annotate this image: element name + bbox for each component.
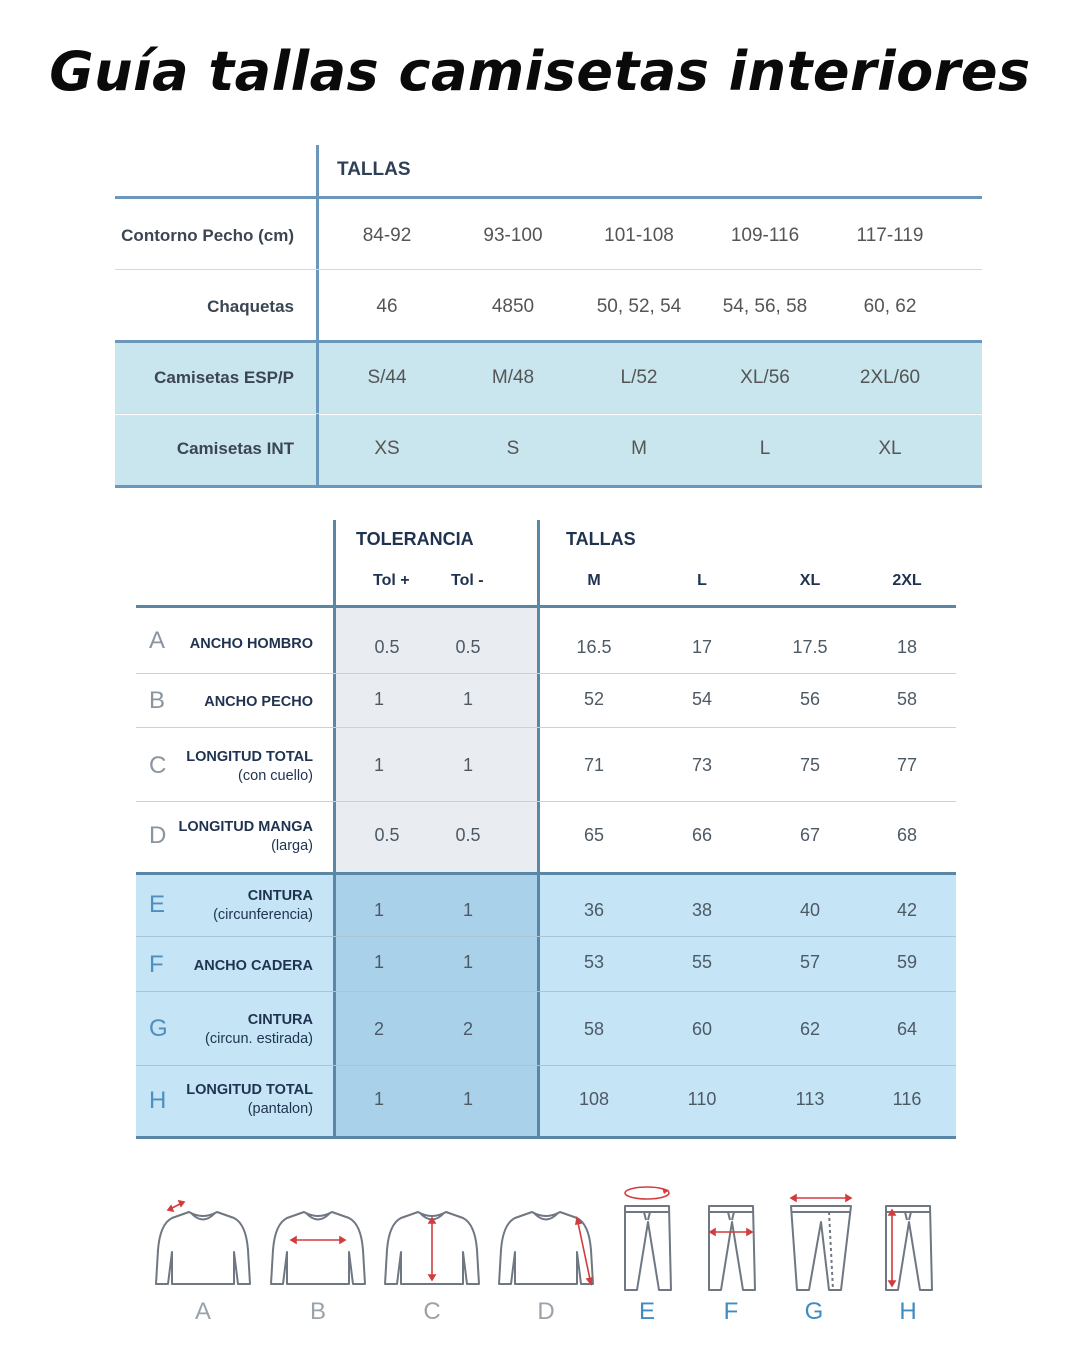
measurement-row: [136, 608, 956, 673]
row-letter: G: [149, 1015, 168, 1042]
shirt-shoulder-icon: [154, 1180, 252, 1292]
row-label-main: LONGITUD MANGA: [178, 819, 313, 835]
icon-label: D: [537, 1298, 555, 1325]
row-label-sub: (circunferencia): [213, 907, 313, 923]
tol-minus-cell: 1: [462, 1089, 473, 1109]
row-letter: F: [149, 951, 164, 978]
row-label-sub: (circun. estirada): [205, 1031, 313, 1047]
cell: 67: [799, 825, 821, 845]
tol-plus-cell: 0.5: [374, 637, 400, 657]
tol-plus-cell: 0.5: [374, 825, 400, 845]
cell: 46: [376, 296, 398, 317]
cell: 40: [799, 900, 821, 920]
row-label: Camisetas ESP/P: [154, 368, 294, 387]
tol-minus-cell: 2: [462, 1019, 473, 1039]
size-table-row: [115, 343, 982, 413]
tol-minus-cell: 1: [462, 689, 473, 709]
cell: 60, 62: [863, 296, 917, 317]
cell: 75: [799, 755, 821, 775]
size-table-row: [115, 414, 982, 484]
cell: 116: [892, 1089, 922, 1109]
cell: 66: [691, 825, 713, 845]
cell: 42: [896, 900, 918, 920]
size-table-row: [115, 201, 982, 271]
row-label: [194, 957, 313, 976]
pants-length-icon: [879, 1180, 939, 1292]
size-header-label: M: [587, 572, 601, 589]
measurement-row: [136, 992, 956, 1065]
icon-label: H: [899, 1298, 917, 1325]
size-header-label: 2XL: [892, 572, 922, 589]
row-label-main: LONGITUD TOTAL: [186, 749, 313, 765]
pants-hip-icon: [702, 1180, 762, 1292]
row-label-sub: (larga): [271, 838, 313, 854]
row-label: [190, 635, 313, 654]
row-letter: H: [149, 1087, 167, 1114]
page-title: Guía tallas camisetas interiores: [49, 40, 1031, 103]
cell: XS: [374, 438, 400, 459]
icon-label: C: [423, 1298, 441, 1325]
measurement-row: [136, 728, 956, 801]
size-header-label: XL: [799, 572, 821, 589]
tol-plus-cell: 1: [373, 952, 384, 972]
shirt-length-icon: [383, 1180, 481, 1292]
row-label-sub: (con cuello): [238, 768, 313, 784]
cell: 110: [687, 1089, 717, 1109]
tol-minus-cell: 1: [462, 900, 473, 920]
cell: XL: [878, 438, 902, 459]
cell: M: [631, 438, 647, 459]
row-label-main: ANCHO HOMBRO: [189, 636, 313, 652]
cell: S/44: [367, 367, 407, 388]
row-letter: A: [149, 627, 166, 654]
row-label: [213, 887, 313, 925]
row-label-main: ANCHO PECHO: [204, 694, 313, 710]
shirt-sleeve-icon: [497, 1180, 595, 1292]
measurement-icons: [140, 1180, 960, 1330]
tallas-header: TALLAS: [337, 159, 411, 180]
icon-label: E: [638, 1298, 655, 1325]
cell: 68: [896, 825, 918, 845]
cell: L/52: [620, 367, 658, 388]
row-label: [205, 1011, 313, 1049]
size-header-label: L: [697, 572, 707, 589]
cell: 4850: [491, 296, 535, 317]
tol-plus-header: Tol +: [373, 572, 410, 589]
icon-label: F: [723, 1298, 739, 1325]
row-letter: E: [149, 891, 166, 918]
divider: [115, 485, 982, 488]
measurement-row: [136, 1066, 956, 1136]
shirt-chest-icon: [269, 1180, 367, 1292]
pants-stretched-waist-icon: [785, 1180, 857, 1292]
tol-minus-cell: 0.5: [455, 637, 481, 657]
cell: 60: [691, 1019, 713, 1039]
cell: S: [506, 438, 520, 459]
cell: 54, 56, 58: [722, 296, 808, 317]
measurement-row: [136, 674, 956, 727]
row-label: [186, 748, 313, 786]
cell: 64: [896, 1019, 918, 1039]
cell: 113: [795, 1089, 825, 1109]
tol-plus-cell: 1: [373, 1089, 384, 1109]
cell: 93-100: [483, 225, 543, 246]
cell: 101-108: [604, 225, 674, 246]
measurement-row: [136, 875, 956, 936]
cell: 17.5: [792, 637, 828, 657]
cell: 77: [896, 755, 918, 775]
divider: [136, 1136, 956, 1139]
cell: M/48: [491, 367, 535, 388]
cell: 38: [691, 900, 713, 920]
row-label: Chaquetas: [207, 297, 294, 316]
divider: [115, 196, 982, 199]
cell: 18: [896, 637, 918, 657]
icon-label: B: [309, 1298, 326, 1325]
row-label: Contorno Pecho (cm): [121, 226, 294, 245]
measurement-table: [136, 520, 956, 1140]
row-label: [178, 818, 313, 856]
row-letter: C: [149, 752, 167, 779]
cell: 73: [691, 755, 713, 775]
icon-label: G: [804, 1298, 824, 1325]
cell: 56: [799, 689, 821, 709]
cell: 53: [583, 952, 605, 972]
cell: 50, 52, 54: [596, 296, 682, 317]
row-label-main: CINTURA: [247, 888, 313, 904]
row-letter: D: [149, 822, 167, 849]
tol-plus-cell: 1: [373, 689, 384, 709]
row-label-main: ANCHO CADERA: [193, 958, 313, 974]
row-label: [186, 1081, 313, 1119]
row-label: [204, 693, 313, 712]
icon-label: A: [194, 1298, 211, 1325]
cell: XL/56: [740, 367, 790, 388]
cell: 54: [691, 689, 713, 709]
cell: 58: [583, 1019, 605, 1039]
size-table-row: [115, 272, 982, 342]
tol-minus-cell: 1: [462, 755, 473, 775]
tol-minus-header: Tol -: [451, 572, 484, 589]
cell: 36: [583, 900, 605, 920]
tallas-header: TALLAS: [566, 529, 636, 549]
cell: 84-92: [362, 225, 412, 246]
cell: 71: [583, 755, 605, 775]
measurement-row: [136, 937, 956, 991]
tol-plus-cell: 2: [373, 1019, 384, 1039]
cell: 55: [691, 952, 713, 972]
cell: 16.5: [576, 637, 612, 657]
row-label-sub: (pantalon): [247, 1101, 313, 1117]
tol-minus-cell: 1: [462, 952, 473, 972]
cell: 117-119: [856, 225, 924, 246]
cell: 57: [799, 952, 821, 972]
cell: 2XL/60: [859, 367, 921, 388]
cell: 109-116: [730, 225, 800, 246]
row-label-main: CINTURA: [247, 1012, 313, 1028]
cell: 58: [896, 689, 918, 709]
measurement-row: [136, 802, 956, 872]
cell: 52: [583, 689, 605, 709]
tol-plus-cell: 1: [373, 755, 384, 775]
tolerancia-header: TOLERANCIA: [356, 529, 474, 549]
cell: 17: [691, 637, 713, 657]
pants-waist-circumference-icon: [618, 1180, 678, 1292]
cell: 108: [578, 1089, 610, 1109]
tol-plus-cell: 1: [373, 900, 384, 920]
row-letter: B: [149, 687, 166, 714]
cell: 65: [583, 825, 605, 845]
tol-minus-cell: 0.5: [455, 825, 481, 845]
row-label-main: LONGITUD TOTAL: [186, 1082, 313, 1098]
cell: 62: [799, 1019, 821, 1039]
cell: 59: [896, 952, 918, 972]
row-label: Camisetas INT: [176, 439, 294, 458]
cell: L: [759, 438, 771, 459]
size-table: [115, 145, 982, 488]
